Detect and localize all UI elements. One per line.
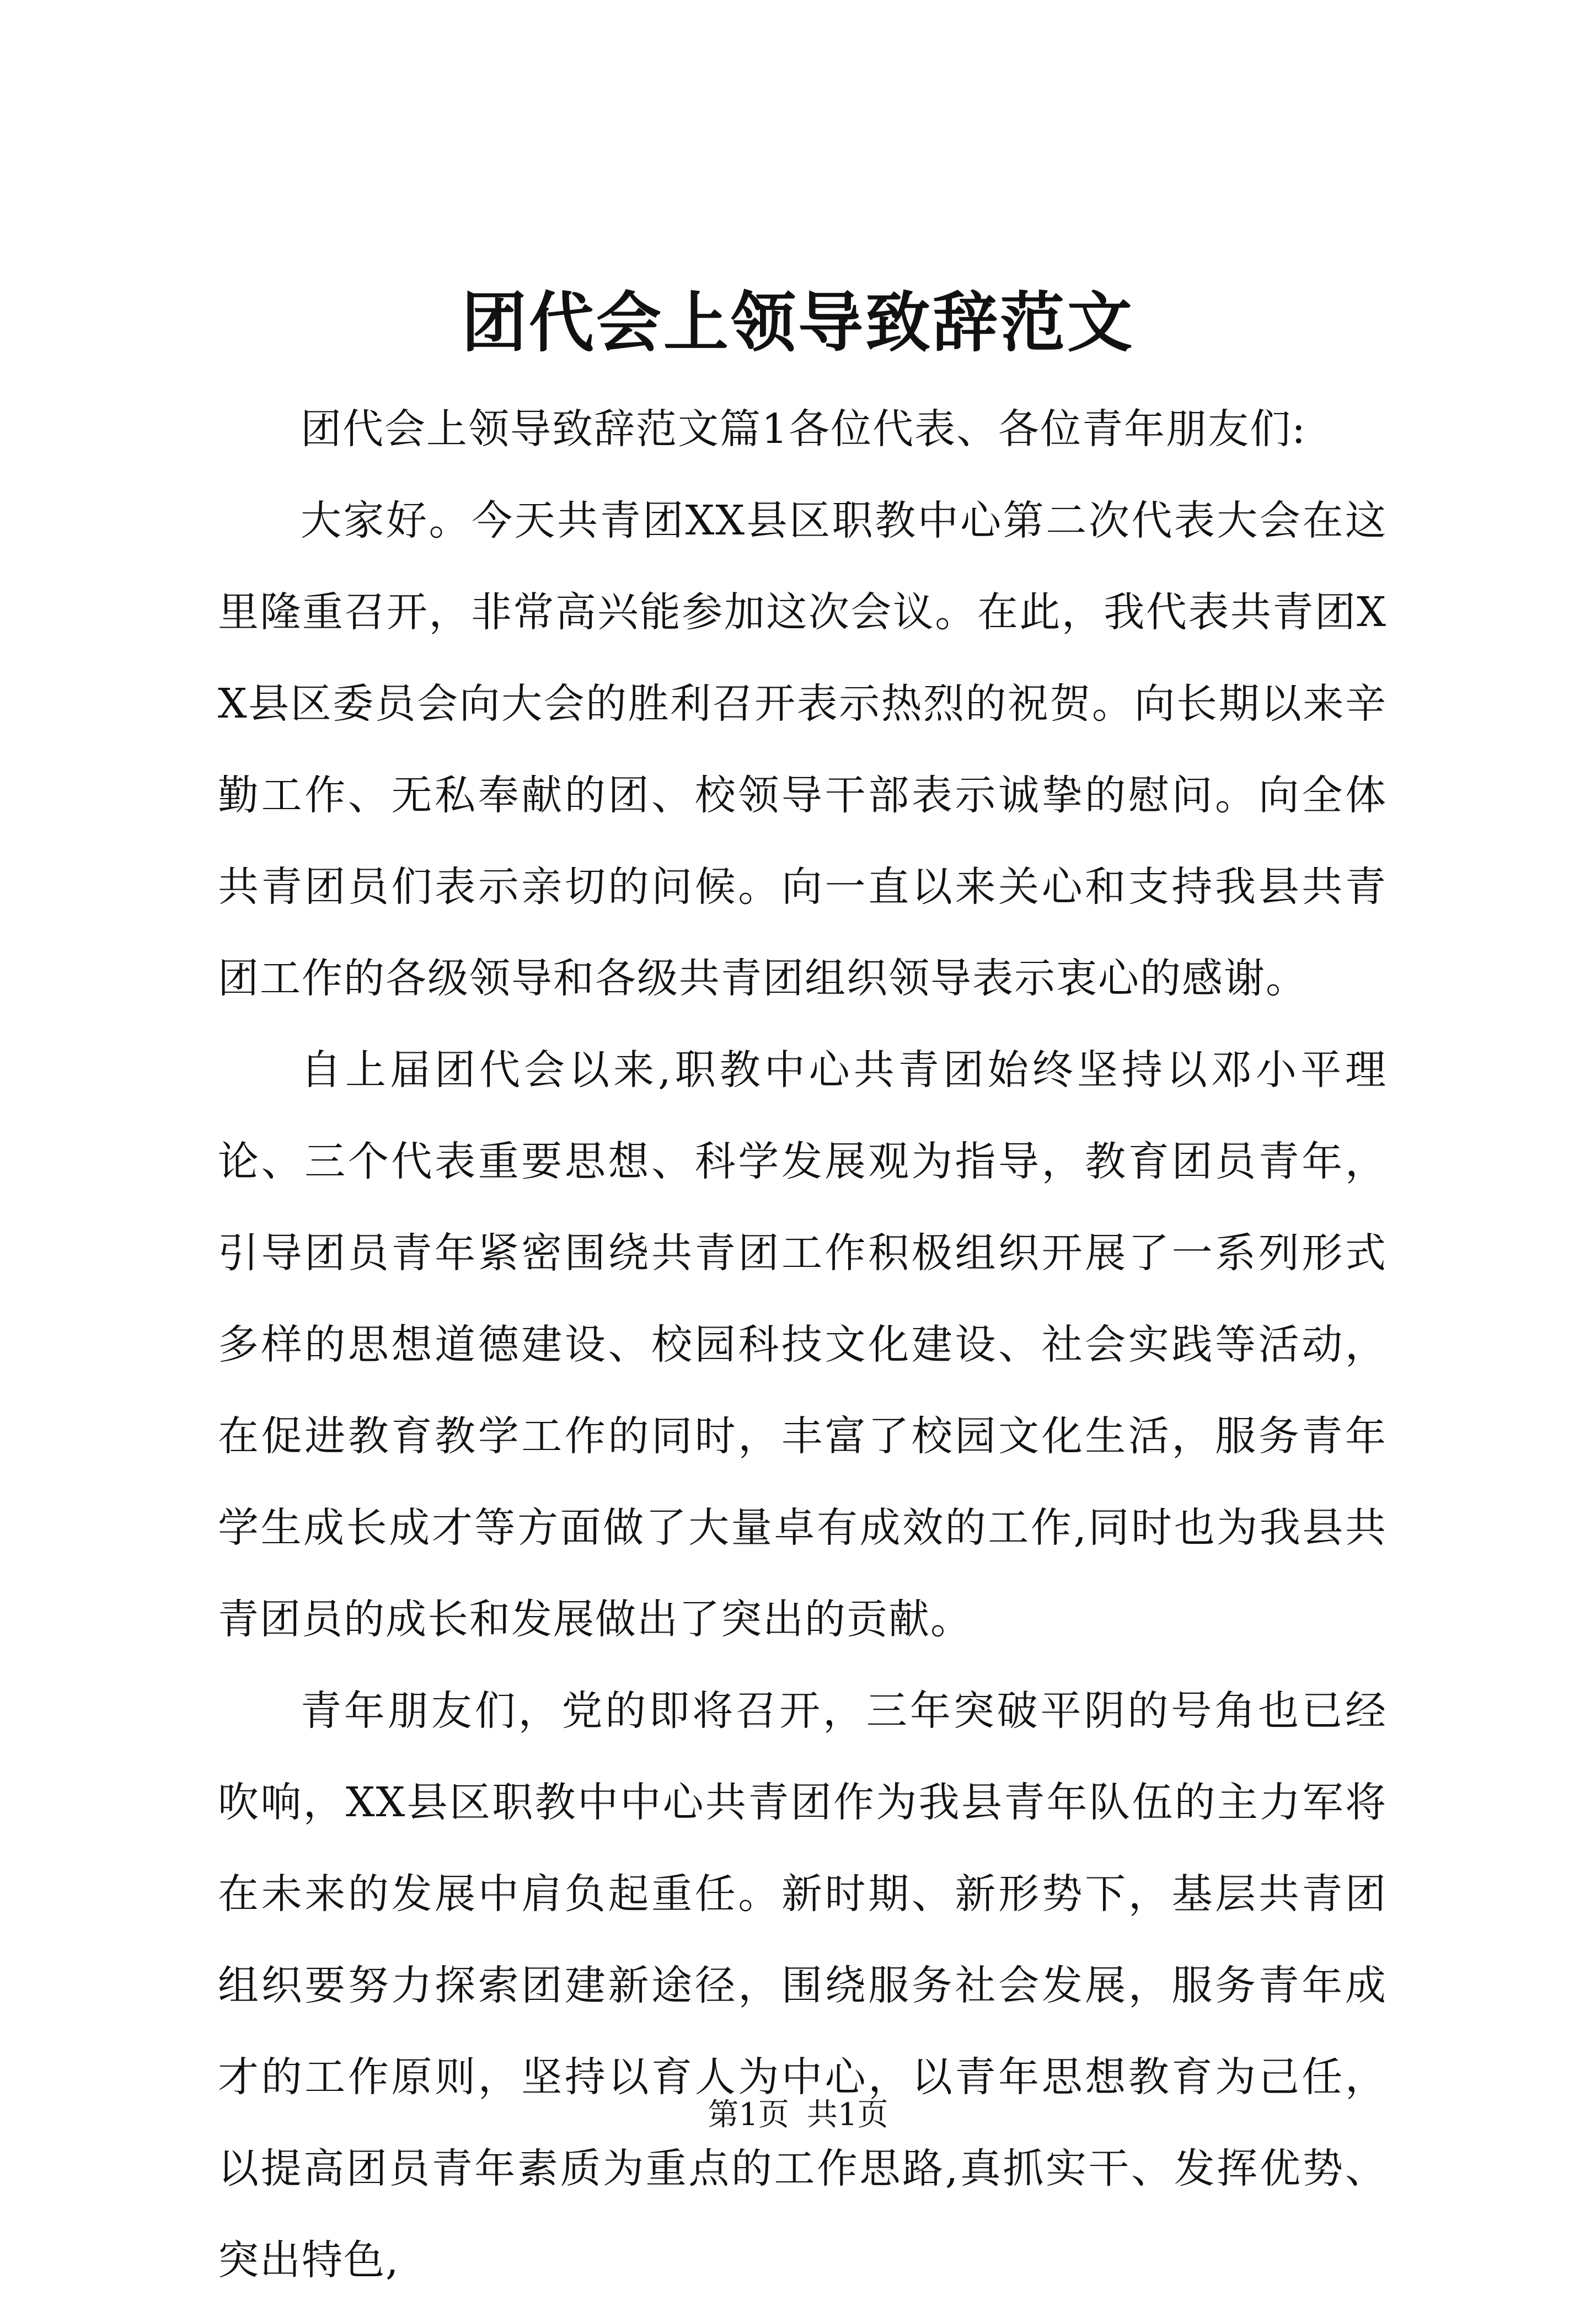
- page-footer: [0, 2093, 1596, 2137]
- paragraph-3: 自上届团代会以来,职教中心共青团始终坚持以邓小平理论、三个代表重要思想、科学发展观为指导，教育团员青年，引导团员青年紧密围绕共青团工作积极组织开展了一系列形式多样的思想道德建设、校园科技文化建设、社会实践等活动，在促进教育教学工作的同时，丰富了校园文化生活，服务青年学生成长成才等方面做了大量卓有成效的工作,同时也为我县共青团员的成长和发展做出了突出的贡献。: [218, 1046, 1387, 1643]
- page-number: 第1页: [708, 2097, 789, 2133]
- page-total: 共1页: [807, 2097, 888, 2133]
- paragraph-1: 团代会上领导致辞范文篇1各位代表、各位青年朋友们:: [301, 405, 1307, 453]
- document-title: 团代会上领导致辞范文: [461, 284, 1134, 361]
- paragraph-4: 青年朋友们，党的即将召开，三年突破平阴的号角也已经吹响，XX县区职教中中心共青团作为我县青年队伍的主力军将在未来的发展中肩负起重任。新时期、新形势下，基层共青团组织要努力探索团建新途径，围绕服务社会发展，服务青年成才的工作原则，坚持以育人为中心，以青年思想教育为己任，以提高团员青年素质为重点的工作思路,真抓实干、发挥优势、突出特色,: [218, 1687, 1387, 2284]
- paragraph-2: 大家好。今天共青团XX县区职教中心第二次代表大会在这里隆重召开，非常高兴能参加这次会议。在此，我代表共青团XX县区委员会向大会的胜利召开表示热烈的祝贺。向长期以来辛勤工作、无私奉献的团、校领导干部表示诚挚的慰问。向全体共青团员们表示亲切的问候。向一直以来关心和支持我县共青团工作的各级领导和各级共青团组织领导表示衷心的感谢。: [218, 497, 1387, 1002]
- document-body: [218, 383, 1387, 2306]
